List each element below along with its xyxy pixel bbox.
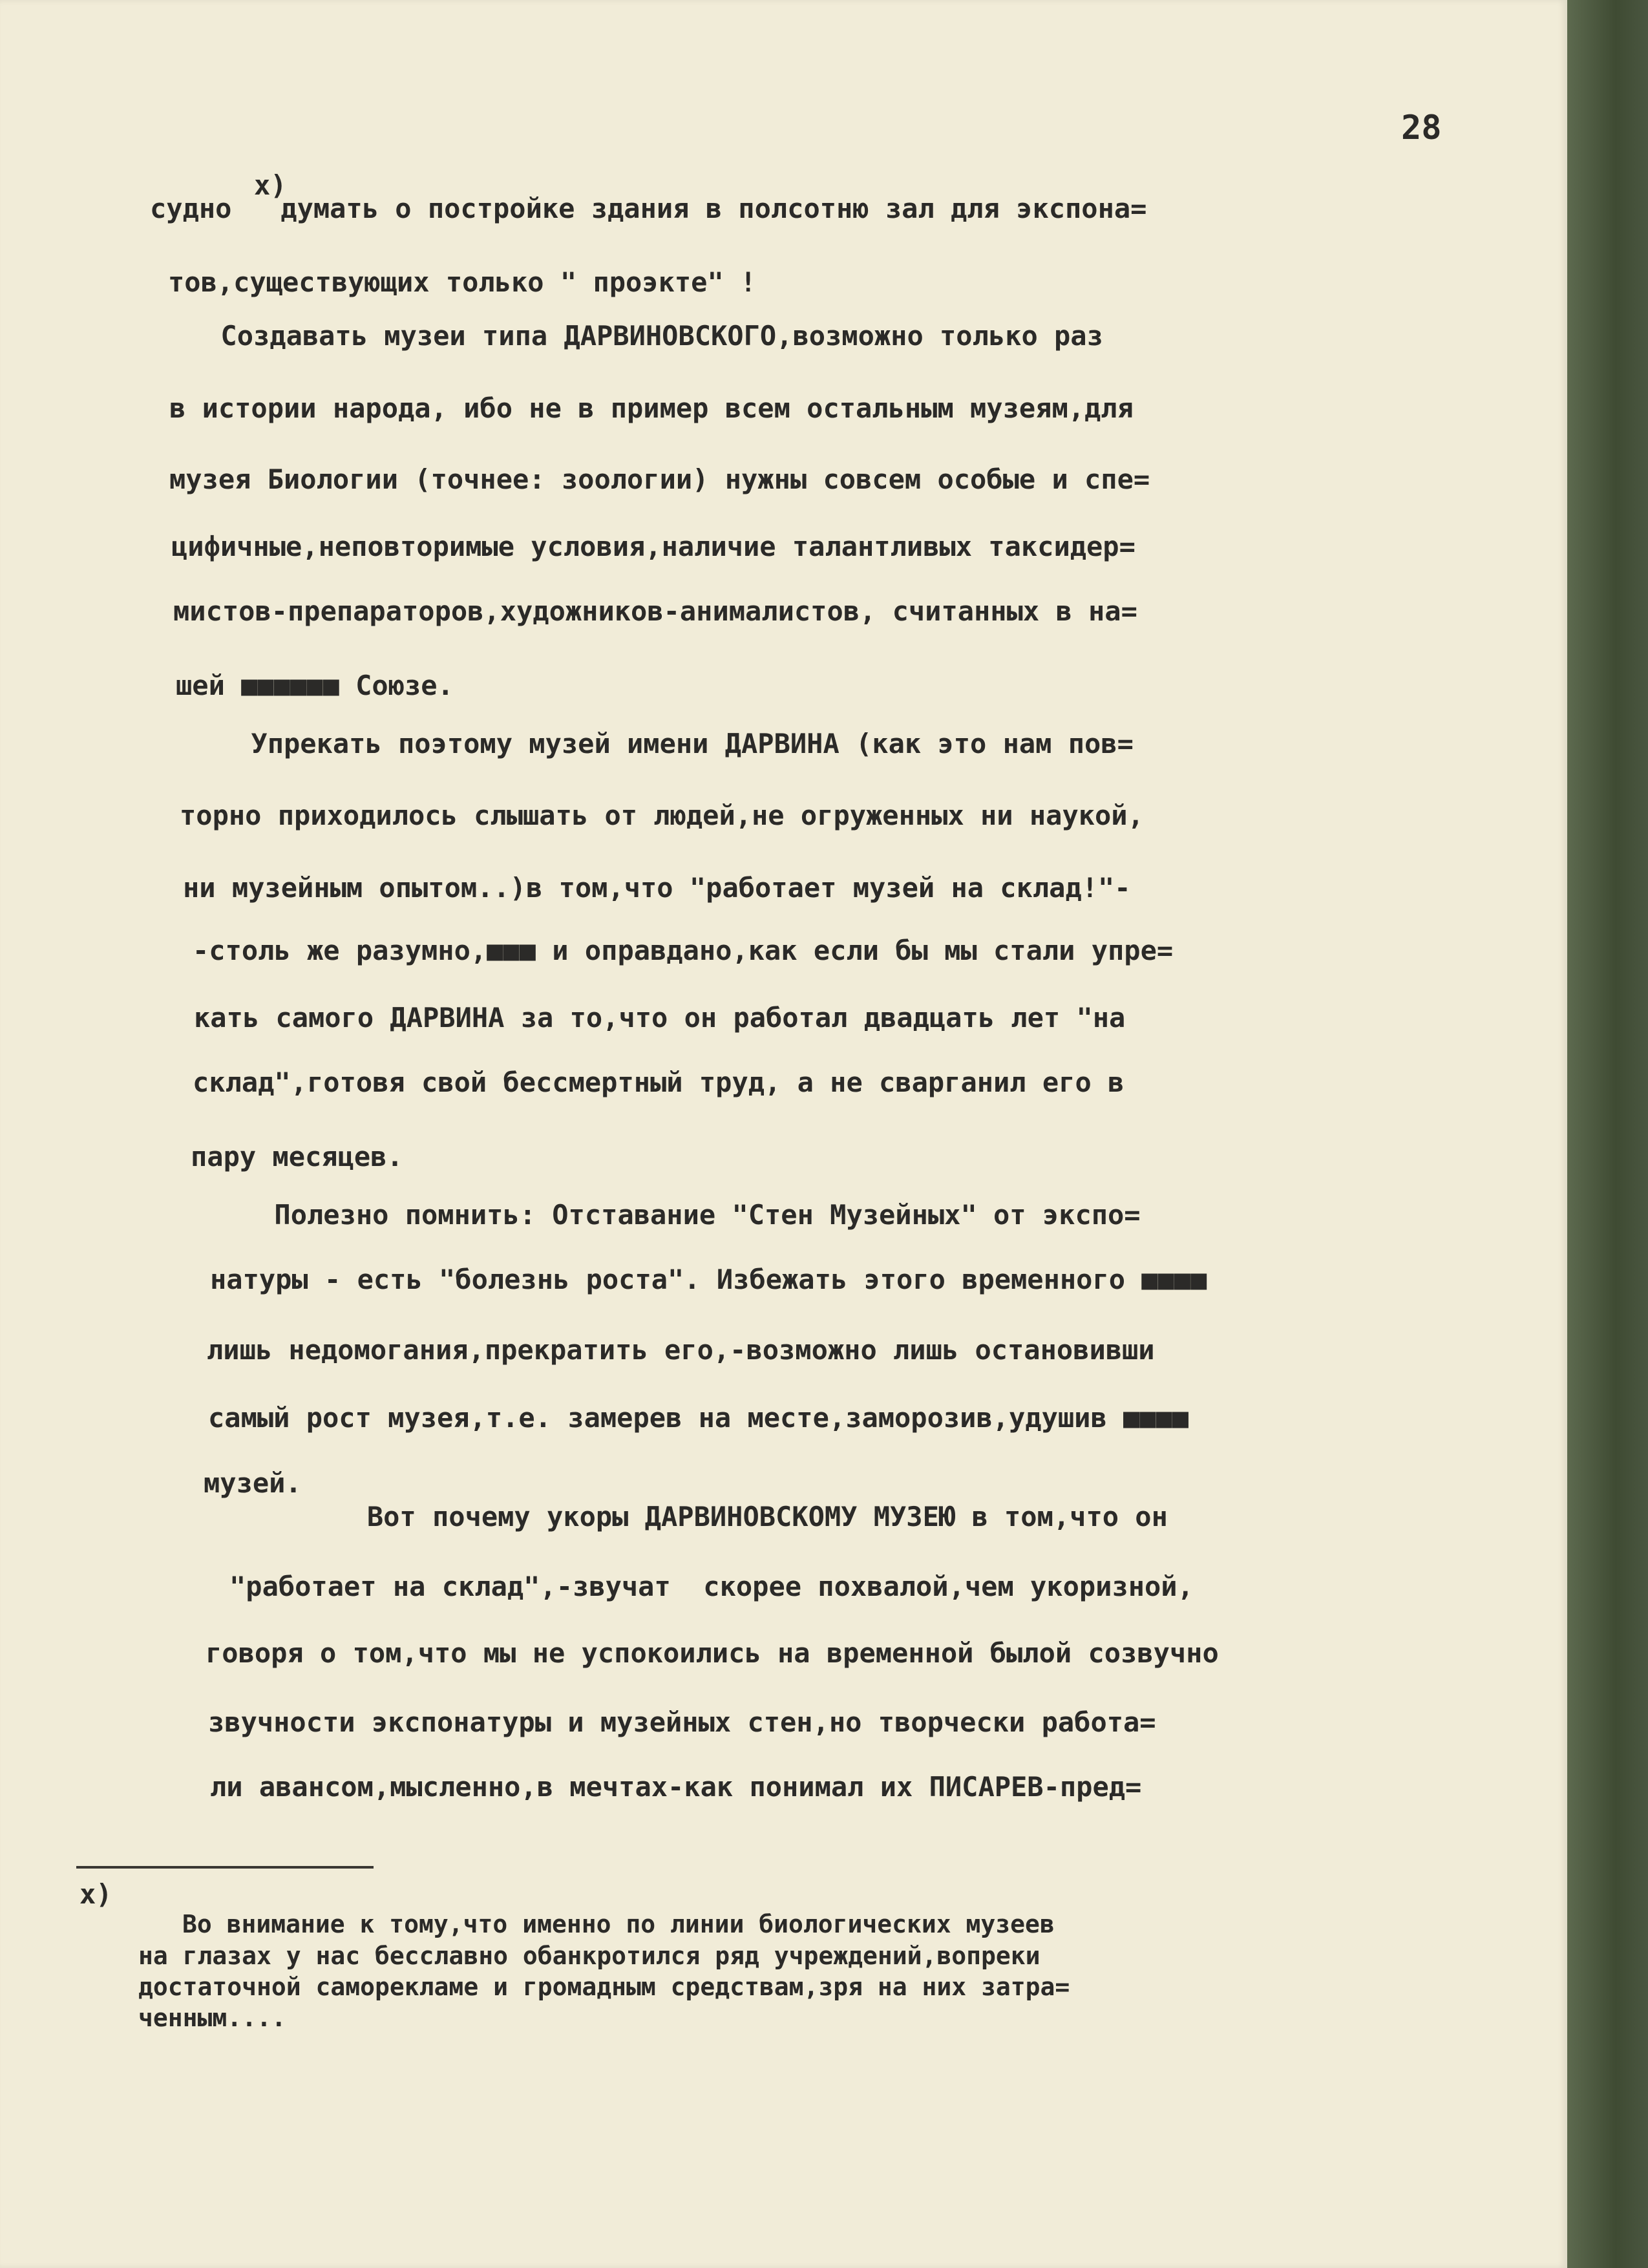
footnote-line: Во внимание к тому,что именно по линии биологических музеев — [182, 1910, 1055, 1938]
body-line: мистов-препараторов,художников-анималистов, считанных в на= — [173, 595, 1137, 627]
body-line: звучности экспонатуры и музейных стен,но творчески работа= — [208, 1706, 1156, 1738]
body-line: пару месяцев. — [191, 1141, 403, 1172]
body-line: в истории народа, ибо не в пример всем остальным музеям,для — [169, 392, 1134, 424]
body-line: музей. — [204, 1467, 302, 1499]
page-number: 28 — [1401, 109, 1442, 147]
body-line: самый рост музея,т.е. замерев на месте,заморозив,удушив ■■■■ — [208, 1402, 1189, 1434]
body-line: Создавать музеи типа ДАРВИНОВСКОГО,возможно только раз — [139, 320, 1103, 352]
footnote-reference-mark: x) — [254, 169, 287, 201]
body-line: кать самого ДАРВИНА за то,что он работал двадцать лет "на — [194, 1002, 1126, 1033]
body-line: ли авансом,мысленно,в мечтах-как понимал их ПИСАРЕВ-пред= — [210, 1771, 1142, 1803]
body-line: говоря о том,что мы не успокоились на временной былой созвучно — [206, 1637, 1219, 1669]
body-line: натуры - есть "болезнь роста". Избежать этого временного ■■■■ — [210, 1264, 1207, 1295]
body-line: шей ■■■■■■ Союзе. — [176, 670, 454, 701]
body-line: лишь недомогания,прекратить его,-возможно лишь остановивши — [207, 1334, 1155, 1366]
body-line: музея Биологии (точнее: зоологии) нужны совсем особые и спе= — [169, 463, 1150, 495]
body-line: торно приходилось слышать от людей,не огруженных ни наукой, — [180, 800, 1144, 831]
body-line: Упрекать поэтому музей имени ДАРВИНА (как это нам пов= — [169, 728, 1134, 759]
body-line: Полезно помнить: Отставание "Стен Музейных" от экспо= — [193, 1199, 1141, 1231]
body-line: склад",готовя свой бессмертный труд, а не сварганил его в — [193, 1066, 1125, 1098]
body-line: тов,существующих только " проэкте" ! — [168, 266, 757, 298]
footnote-line: ченным.... — [138, 2004, 286, 2032]
body-line: цифичные,неповторимые условия,наличие талантливых таксидер= — [171, 531, 1136, 562]
body-line: Вот почему укоры ДАРВИНОВСКОМУ МУЗЕЮ в том,что он — [204, 1501, 1168, 1532]
footnote-line: достаточной саморекламе и громадным средствам,зря на них затра= — [138, 1973, 1070, 2001]
background-edge — [1567, 0, 1648, 2268]
body-line: "работает на склад",-звучат скорее похвалой,чем укоризной, — [229, 1571, 1194, 1602]
footnote-line: на глазах у нас бесславно обанкротился ряд учреждений,вопреки — [138, 1942, 1041, 1970]
body-line: -столь же разумно,■■■ и оправдано,как если бы мы стали упре= — [193, 935, 1174, 966]
body-line: судно думать о постройке здания в полсотню зал для экспона= — [150, 193, 1147, 224]
footnote-mark: x) — [79, 1878, 112, 1910]
body-line: ни музейным опытом..)в том,что "работает музей на склад!"- — [183, 872, 1131, 904]
footnote-separator — [76, 1866, 374, 1869]
